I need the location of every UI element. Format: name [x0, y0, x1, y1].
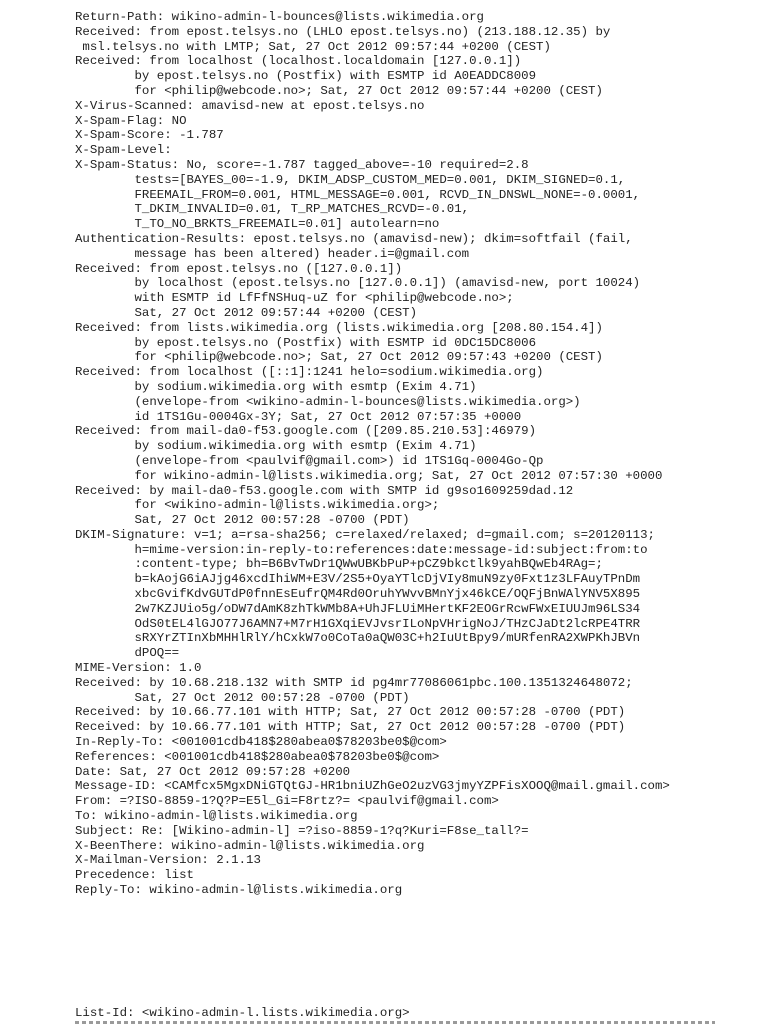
header-line: Authentication-Results: epost.telsys.no (amavisd-new); dkim=softfail (fail,: [75, 231, 633, 246]
header-line: Received: by 10.66.77.101 with HTTP; Sat, 27 Oct 2012 00:57:28 -0700 (PDT): [75, 720, 626, 735]
header-line: X-Virus-Scanned: amavisd-new at epost.telsys.no: [75, 98, 425, 113]
email-headers-block: [75, 10, 765, 898]
header-line: Sat, 27 Oct 2012 00:57:28 -0700 (PDT): [75, 513, 410, 528]
header-line: by epost.telsys.no (Postfix) with ESMTP id A0EADDC8009: [75, 69, 537, 84]
header-line: References: <001001cdb418$280abea0$78203be0$@com>: [75, 749, 440, 764]
header-line: Reply-To: wikino-admin-l@lists.wikimedia.org: [75, 883, 403, 898]
header-line: (envelope-from <paulvif@gmail.com>) id 1TS1Gq-0004Go-Qp: [75, 453, 544, 468]
list-id-header-line: List-Id: <wikino-admin-l.lists.wikimedia.org>: [75, 1006, 410, 1020]
header-line: by localhost (epost.telsys.no [127.0.0.1]) (amavisd-new, port 10024): [75, 276, 641, 291]
header-line: id 1TS1Gu-0004Gx-3Y; Sat, 27 Oct 2012 07:57:35 +0000: [75, 409, 522, 424]
header-line: MIME-Version: 1.0: [75, 661, 202, 676]
header-line: X-Spam-Flag: NO: [75, 113, 187, 128]
header-line: for wikino-admin-l@lists.wikimedia.org; Sat, 27 Oct 2012 07:57:30 +0000: [75, 468, 663, 483]
header-line: by sodium.wikimedia.org with esmtp (Exim 4.71): [75, 379, 477, 394]
header-line: Received: from epost.telsys.no (LHLO epost.telsys.no) (213.188.12.35) by: [75, 24, 611, 39]
header-line: Received: from localhost ([::1]:1241 helo=sodium.wikimedia.org): [75, 365, 544, 380]
header-line: X-Spam-Level:: [75, 143, 172, 158]
header-line: (envelope-from <wikino-admin-l-bounces@lists.wikimedia.org>): [75, 394, 581, 409]
header-line: From: =?ISO-8859-1?Q?P=E5l_Gi=F8rtz?= <paulvif@gmail.com>: [75, 794, 499, 809]
header-line: tests=[BAYES_00=-1.9, DKIM_ADSP_CUSTOM_MED=0.001, DKIM_SIGNED=0.1,: [75, 172, 626, 187]
header-line: X-BeenThere: wikino-admin-l@lists.wikimedia.org: [75, 838, 425, 853]
header-line: Received: by 10.68.218.132 with SMTP id pg4mr77086061pbc.100.1351324648072;: [75, 675, 633, 690]
header-line: for <philip@webcode.no>; Sat, 27 Oct 2012 09:57:44 +0200 (CEST): [75, 83, 603, 98]
header-line: Received: from localhost (localhost.localdomain [127.0.0.1]): [75, 54, 522, 69]
header-line: Subject: Re: [Wikino-admin-l] =?iso-8859-1?q?Kuri=F8se_tall?=: [75, 823, 529, 838]
header-line: message has been altered) header.i=@gmail.com: [75, 246, 470, 261]
header-line: b=kAojG6iAJjg46xcdIhiWM+E3V/2S5+OyaYTlcDjVIy8muN9zy0Fxt1z3LFAuyTPnDm: [75, 572, 641, 587]
header-line: 2w7KZJUio5g/oDW7dAmK8zhTkWMb8A+UhJFLUiMHertKF2EOGrRcwFWxEIUUJm96LS34: [75, 601, 641, 616]
header-line: for <philip@webcode.no>; Sat, 27 Oct 2012 09:57:43 +0200 (CEST): [75, 350, 603, 365]
header-line: h=mime-version:in-reply-to:references:date:message-id:subject:from:to: [75, 542, 648, 557]
header-line: Received: by 10.66.77.101 with HTTP; Sat, 27 Oct 2012 00:57:28 -0700 (PDT): [75, 705, 626, 720]
header-line: Received: by mail-da0-f53.google.com with SMTP id g9so1609259dad.12: [75, 483, 574, 498]
header-line: by sodium.wikimedia.org with esmtp (Exim 4.71): [75, 439, 477, 454]
header-line: :content-type; bh=B6BvTwDr1QWwUBKbPuP+pCZ9bkctlk9yahBQwEb4RAg=;: [75, 557, 603, 572]
header-line: dPOQ==: [75, 646, 180, 661]
header-line: Received: from mail-da0-f53.google.com ([209.85.210.53]:46979): [75, 424, 537, 439]
header-line: sRXYrZTInXbMHHlRlY/hCxkW7o0CoTa0aQW03C+h2IuUtBpy9/mURfenRA2XWPKhJBVn: [75, 631, 641, 646]
header-line: for <wikino-admin-l@lists.wikimedia.org>;: [75, 498, 440, 513]
header-line: Return-Path: wikino-admin-l-bounces@lists.wikimedia.org: [75, 10, 484, 24]
header-line: Date: Sat, 27 Oct 2012 09:57:28 +0200: [75, 764, 351, 779]
header-line: X-Mailman-Version: 2.1.13: [75, 853, 261, 868]
header-line: DKIM-Signature: v=1; a=rsa-sha256; c=relaxed/relaxed; d=gmail.com; s=20120113;: [75, 527, 655, 542]
header-line: To: wikino-admin-l@lists.wikimedia.org: [75, 809, 358, 824]
header-line: OdS0tEL4lGJO77J6AMN7+M7rH1GXqiEVJvsrILoNpVHrigNoJ/THzCJaDt2lcRPE4TRR: [75, 616, 641, 631]
header-line: Received: from epost.telsys.no ([127.0.0.1]): [75, 261, 403, 276]
header-line: X-Spam-Status: No, score=-1.787 tagged_above=-10 required=2.8: [75, 157, 529, 172]
header-line: Received: from lists.wikimedia.org (lists.wikimedia.org [208.80.154.4]): [75, 320, 603, 335]
header-line: with ESMTP id LfFfNSHuq-uZ for <philip@webcode.no>;: [75, 291, 514, 306]
header-line: by epost.telsys.no (Postfix) with ESMTP id 0DC15DC8006: [75, 335, 537, 350]
header-line: Sat, 27 Oct 2012 00:57:28 -0700 (PDT): [75, 690, 410, 705]
header-line: T_DKIM_INVALID=0.01, T_RP_MATCHES_RCVD=-0.01,: [75, 202, 470, 217]
header-line: msl.telsys.no with LMTP; Sat, 27 Oct 2012 09:57:44 +0200 (CEST): [75, 39, 551, 54]
header-line: T_TO_NO_BRKTS_FREEMAIL=0.01] autolearn=no: [75, 217, 440, 232]
header-line: In-Reply-To: <001001cdb418$280abea0$78203be0$@com>: [75, 735, 447, 750]
header-line: FREEMAIL_FROM=0.001, HTML_MESSAGE=0.001, RCVD_IN_DNSWL_NONE=-0.0001,: [75, 187, 641, 202]
header-line: X-Spam-Score: -1.787: [75, 128, 224, 143]
header-line: Message-ID: <CAMfcx5MgxDNiGTQtGJ-HR1bniUZhGeO2uzVG3jmyYZPFisXOOQ@mail.gmail.com>: [75, 779, 670, 794]
header-line: Sat, 27 Oct 2012 09:57:44 +0200 (CEST): [75, 305, 418, 320]
header-line: xbcGvifKdvGUTdP0fnnEsEufrQM4Rd0OruhYWvvBMnYjx46kCE/OQFjBnWAlYNV5X895: [75, 587, 641, 602]
header-line: Precedence: list: [75, 868, 194, 883]
